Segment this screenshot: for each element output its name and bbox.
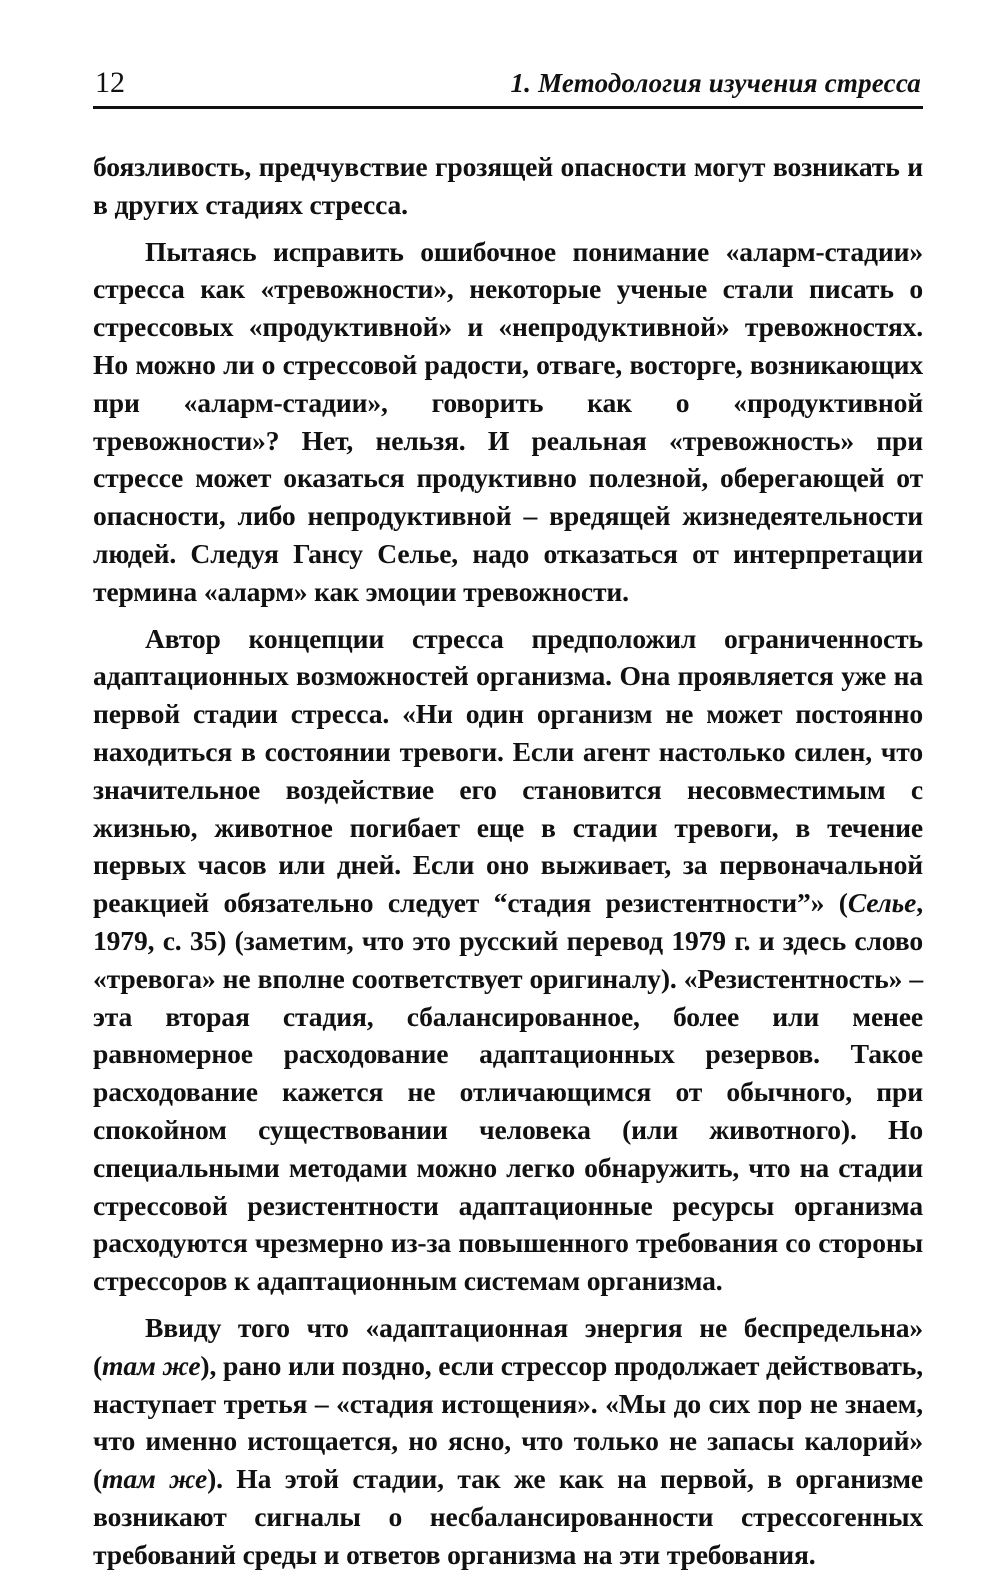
paragraph-1: боязливость, предчувствие грозящей опасности могут возникать и в других стадиях стресса. — [93, 151, 923, 220]
paragraph-4-text-c: ). На этой стадии, так же как на первой, в организме возникают сигналы о несбалансированности стрессогенных требований среды и ответов организма на эти требования. — [93, 1463, 923, 1570]
paragraph-3-text-a: Автор концепции стресса предположил ограниченность адаптационных возможностей организма. Она проявляется уже на первой стадии стресса. «Ни один организм не может постоянно находиться в состоянии тревоги. Если агент настолько силен, что значительное воздействие его становится несовместимым с жизнью, животное погибает еще в стадии тревоги, в течение первых часов или дней. Если оно выживает, за первоначальной реакцией обязательно следует “стадия резистентности”» ( — [93, 622, 923, 919]
paragraph-4 — [93, 1309, 923, 1574]
paragraph-3 — [93, 620, 923, 1300]
page-number: 12 — [95, 66, 125, 99]
citation-ibid-1: там же — [102, 1349, 201, 1381]
body-text — [93, 148, 923, 1582]
citation-ibid-2: там же — [102, 1463, 208, 1495]
page-header — [93, 62, 923, 109]
citation-author: Селье — [847, 887, 917, 919]
paragraph-3-text-b: , 1979, с. 35) (заметим, что это русский перевод 1979 г. и здесь слово «тревога» не вполне соответствует оригиналу). «Резистентность» – эта вторая стадия, сбалансированное, более или менее равномерное расходование адаптационных резервов. Такое расходование кажется не отличающимся от обычного, при спокойном существовании человека (или животного). Но специальными методами можно легко обнаружить, что на стадии стрессовой резистентности адаптационные ресурсы организма расходуются чрезмерно из-за повышенного требования со стороны стрессоров к адаптационным системам организма. — [93, 887, 923, 1297]
paragraph-2: Пытаясь исправить ошибочное понимание «аларм-стадии» стресса как «тревожности», некоторые ученые стали писать о стрессовых «продуктивной» и «непродуктивной» тревожностях. Но можно ли о стрессовой радости, отваге, восторге, возникающих при «аларм-стадии», говорить как о «продуктивной тревожности»? Нет, нельзя. И реальная «тревожность» при стрессе может оказаться продуктивно полезной, оберегающей от опасности, либо непродуктивной – вредящей жизнедеятельности людей. Следуя Гансу Селье, надо отказаться от интерпретации термина «аларм» как эмоции тревожности. — [93, 235, 923, 607]
paragraph-4-text-a: Ввиду того что «адаптационная энергия не беспредельна» ( — [93, 1311, 923, 1381]
running-title: 1. Методология изучения стресса — [510, 68, 921, 98]
paragraph-4-text-b: ), рано или поздно, если стрессор продолжает действовать, наступает третья – «стадия истощения». «Мы до сих пор не знаем, что именно истощается, но ясно, что только не запасы калорий» ( — [93, 1349, 923, 1495]
